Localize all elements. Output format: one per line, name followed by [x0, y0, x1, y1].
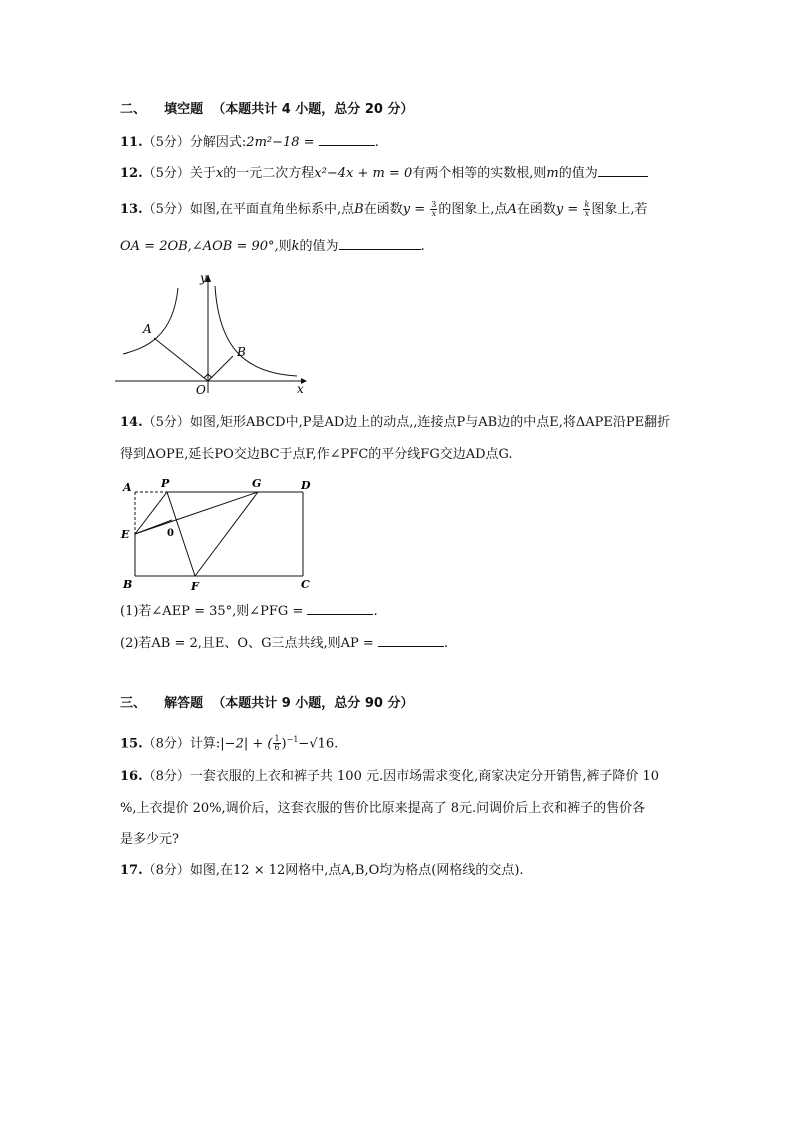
section-note: （本题共计 9 小题，总分 90 分） [212, 696, 414, 711]
question-text: 在函数 [363, 202, 403, 217]
math-expression: ) [281, 736, 287, 752]
question-text: (2)若AB = 2,且E、O、G三点共线,则AP = [120, 636, 374, 651]
answer-blank[interactable] [598, 164, 648, 177]
q14-figure [115, 474, 325, 594]
question-14-line-2 [120, 445, 513, 465]
answer-blank[interactable] [307, 602, 373, 615]
q13-figure [115, 268, 315, 398]
question-14 [120, 413, 670, 433]
label-o: 0 [167, 528, 174, 539]
question-text: (1)若∠AEP = 35°,则∠PFG = [120, 604, 304, 619]
question-16-line-3 [120, 830, 179, 850]
segment-fg [195, 492, 258, 576]
math-expression: 2m²−18 = [246, 135, 315, 150]
question-text: 是多少元? [120, 832, 179, 847]
label-x: x [297, 382, 304, 396]
curve-left [123, 288, 178, 354]
question-text: 得到ΔOPE,延长PO交边BC于点F,作∠PFC的平分线FG交边AD点G. [120, 447, 513, 462]
question-12: 12.（5分）关于x的一元二次方程x²−4x + m = 0有两个相等的实数根,则m的值为 [120, 164, 648, 184]
question-number: 13. [120, 202, 143, 217]
question-17 [120, 861, 524, 881]
question-text: 图象上,若 [591, 202, 648, 217]
question-text: 的一元二次方程 [223, 166, 315, 181]
answer-blank[interactable] [319, 133, 375, 146]
label-p: P [161, 477, 170, 490]
math-expression: x²−4x + m = 0 [314, 166, 413, 181]
section-note: （本题共计 4 小题，总分 20 分） [212, 102, 414, 117]
question-14-part-1: (1)若∠AEP = 35°,则∠PFG = . [120, 604, 378, 619]
question-text: 分解因式: [189, 135, 247, 150]
question-13-line-2: OA = 2OB,∠AOB = 90°,则k的值为 . [120, 239, 425, 254]
question-16 [120, 767, 659, 787]
question-text: 计算: [189, 736, 221, 752]
curve-right [215, 286, 297, 376]
math-expression: OA = 2OB,∠AOB = 90°, [120, 239, 279, 254]
answer-blank[interactable] [339, 237, 421, 250]
question-score: （8分） [142, 769, 190, 784]
math-expression: |−2| + ( [220, 736, 273, 752]
segment-eg [135, 492, 258, 534]
segment-oa [154, 338, 208, 381]
question-score: （5分） [142, 415, 190, 430]
question-text: 如图,矩形ABCD中,P是AD边上的动点,,连接点P与AB边的中点E,将ΔAPE沿PE翻折 [189, 415, 671, 430]
question-text: %,上衣提价 20%,调价后，这套衣服的售价比原来提高了 8元.问调价后上衣和裤子的售价各 [120, 801, 646, 816]
question-number: 17. [120, 863, 143, 878]
question-number: 16. [120, 769, 143, 784]
question-number: 14. [120, 415, 143, 430]
section-3-heading [120, 694, 413, 714]
question-13: 13.（5分）如图,在平面直角坐标系中,点B在函数y = $\frac{3}{x}$ 的图象上,点A在函数y = $\frac{k}{x}$ 图象上,若 [120, 200, 648, 218]
question-14-part-2: (2)若AB = 2,且E、O、G三点共线,则AP = . [120, 636, 449, 651]
section-2-heading [120, 100, 413, 120]
question-number: 15. [120, 736, 143, 752]
label-b: B [237, 345, 246, 359]
answer-blank[interactable] [378, 634, 444, 647]
fraction: $\frac{k}{x}$ [584, 200, 590, 218]
question-15 [120, 730, 338, 754]
question-text: 在函数 [516, 202, 556, 217]
question-score: （8分） [142, 736, 190, 752]
label-o: O [196, 383, 206, 397]
question-number: 12. [120, 166, 143, 181]
math-expression: −√16. [298, 736, 339, 752]
question-11: 11.（5分）分解因式:2m²−18 = . [120, 135, 379, 150]
section-title: 解答题 [164, 696, 204, 711]
question-16-line-2 [120, 799, 645, 819]
label-a: A [143, 322, 152, 336]
question-score: （5分） [142, 166, 190, 181]
question-score: （5分） [142, 135, 190, 150]
question-text: 关于 [189, 166, 216, 181]
label-y: y [200, 271, 207, 285]
label-a: A [123, 481, 132, 494]
label-c: C [301, 578, 310, 591]
label-e: E [121, 528, 130, 541]
label-b: B [123, 578, 133, 591]
fraction: $\frac{3}{x}$ [431, 200, 437, 218]
question-text: 一套衣服的上衣和裤子共 100 元.因市场需求变化,商家决定分开销售,裤子降价 10 [189, 769, 660, 784]
section-title: 填空题 [164, 102, 204, 117]
question-text: 有两个相等的实数根,则 [412, 166, 547, 181]
question-text: 的图象上,点 [438, 202, 508, 217]
question-text: 如图,在12 × 12网格中,点A,B,O均为格点(网格线的交点). [189, 863, 524, 878]
question-score: （8分） [142, 863, 190, 878]
question-text: 的值为 [558, 166, 598, 181]
label-f: F [191, 580, 199, 593]
exponent: −1 [286, 735, 299, 744]
section-number: 二、 [120, 102, 147, 117]
question-text: 则 [278, 239, 292, 254]
label-g: G [252, 477, 262, 490]
question-score: （5分） [142, 202, 190, 217]
section-number: 三、 [120, 696, 147, 711]
question-text: 如图,在平面直角坐标系中,点 [189, 202, 355, 217]
label-d: D [301, 479, 311, 492]
question-number: 11. [120, 135, 143, 150]
question-text: 的值为 [299, 239, 339, 254]
fraction: $\frac{1}{6}$ [274, 734, 280, 753]
